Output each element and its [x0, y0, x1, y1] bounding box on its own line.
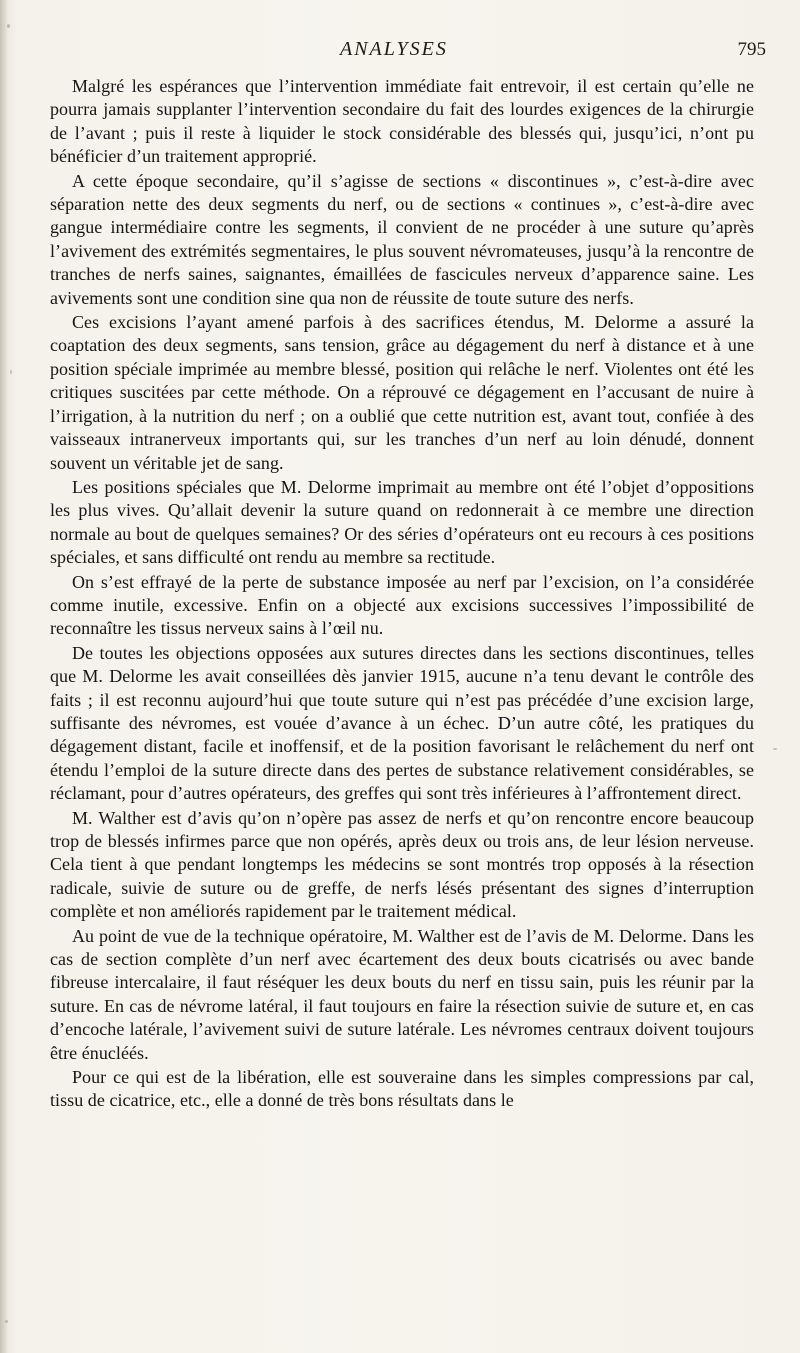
paragraph-2: A cette époque secondaire, qu’il s’agisse de sections « discontinues », c’est-à-dire avec séparation nette des deux segments du nerf, ou de sections « continues », c’est-à-dire avec gangue intermédiaire contre les segments, il convient de ne procéder à une suture qu’après l’avivement des extrémités segmentaires, le plus souvent névromateuses, jusqu’à la rencontre de tranches de nerfs saines, saignantes, émaillées de fascicules nerveux d’apparence saine. Les avivements sont une condition sine qua non de réussite de toute suture des nerfs.	[50, 170, 754, 308]
paragraph-4: Les positions spéciales que M. Delorme imprimait au membre ont été l’objet d’oppositions les plus vives. Qu’allait devenir la suture quand on redonnerait à ce membre une direction normale au bout de quelques semaines? Or des séries d’opérateurs ont eu recours à ces positions spéciales, et sans difficulté ont rendu au membre sa rectitude.	[50, 476, 754, 568]
paragraph-8: Au point de vue de la technique opératoire, M. Walther est de l’avis de M. Delorme. Dans les cas de section complète d’un nerf avec écartement des deux bouts cicatrisés ou avec bande fibreuse intercalaire, il faut réséquer les deux bouts du nerf en tissu sain, puis les réunir par la suture. En cas de névrome latéral, il faut toujours en faire la résection suivie de suture et, en cas d’encoche latérale, l’avivement suivi de suture latérale. Les névromes centraux doivent toujours être énucléés.	[50, 925, 754, 1063]
page-edge-shadow	[0, 0, 8, 1353]
running-title: ANALYSES	[340, 38, 448, 60]
page-number: 795	[737, 39, 766, 60]
scan-speckle	[10, 370, 12, 374]
paragraph-7: M. Walther est d’avis qu’on n’opère pas assez de nerfs et qu’on rencontre encore beaucoup trop de blessés infirmes parce que non opérés, après deux ou trois ans, de leur lésion nerveuse. Cela tient à que pendant longtemps les médecins se sont montrés trop opposés à la résection radicale, suivie de suture ou de greffe, de nerfs lésés présentant des signes d’interruption complète et non améliorés rapidement par le traitement médical.	[50, 807, 754, 922]
scan-speckle	[7, 24, 10, 28]
paragraph-1: Malgré les espérances que l’intervention immédiate fait entrevoir, il est certain qu’elle ne pourra jamais supplanter l’intervention secondaire du fait des lourdes exigences de la chirurgie de l’avant ; puis il reste à liquider le stock considérable des blessés qui, jusqu’ici, n’ont pu bénéficier d’un traitement approprié.	[50, 76, 754, 167]
running-head	[0, 38, 800, 64]
paragraph-9: Pour ce qui est de la libération, elle est souveraine dans les simples compressions par cal, tissu de cicatrice, etc., elle a donné de très bons résultats dans le	[50, 1067, 754, 1111]
scan-speckle	[773, 748, 777, 750]
scan-speckle	[5, 1320, 8, 1323]
paragraph-6: De toutes les objections opposées aux sutures directes dans les sections discontinues, telles que M. Delorme les avait conseillées dès janvier 1915, aucune n’a tenu devant le contrôle des faits ; il est reconnu aujourd’hui que toute suture qui n’est pas précédée d’une excision large, suffisante des névromes, est vouée d’avance à un échec. D’un autre côté, les pratiques du dégagement distant, facile et inoffensif, et de la position favorisant le relâchement du nerf ont étendu l’emploi de la suture directe dans des pertes de substance relativement considérables, se réclamant, pour d’autres opérateurs, des greffes qui sont très inférieures à l’affrontement direct.	[50, 642, 754, 804]
article-body	[50, 75, 754, 1114]
paragraph-3: Ces excisions l’ayant amené parfois à des sacrifices étendus, M. Delorme a assuré la coaptation des deux segments, sans tension, grâce au dégagement du nerf à distance et à une position spéciale imprimée au membre blessé, position qui relâche le nerf. Violentes ont été les critiques suscitées par cette méthode. On a réprouvé ce dégagement en l’accusant de nuire à l’irrigation, à la nutrition du nerf ; on a oublié que cette nutrition est, avant tout, confiée à des vaisseaux intranerveux importants qui, sur les tranches d’un nerf au loin dénudé, donnent souvent un véritable jet de sang.	[50, 312, 754, 473]
paragraph-5: On s’est effrayé de la perte de substance imposée au nerf par l’excision, on l’a considérée comme inutile, excessive. Enfin on a objecté aux excisions successives l’impossibilité de reconnaître les tissus nerveux sains à l’œil nu.	[50, 571, 754, 639]
